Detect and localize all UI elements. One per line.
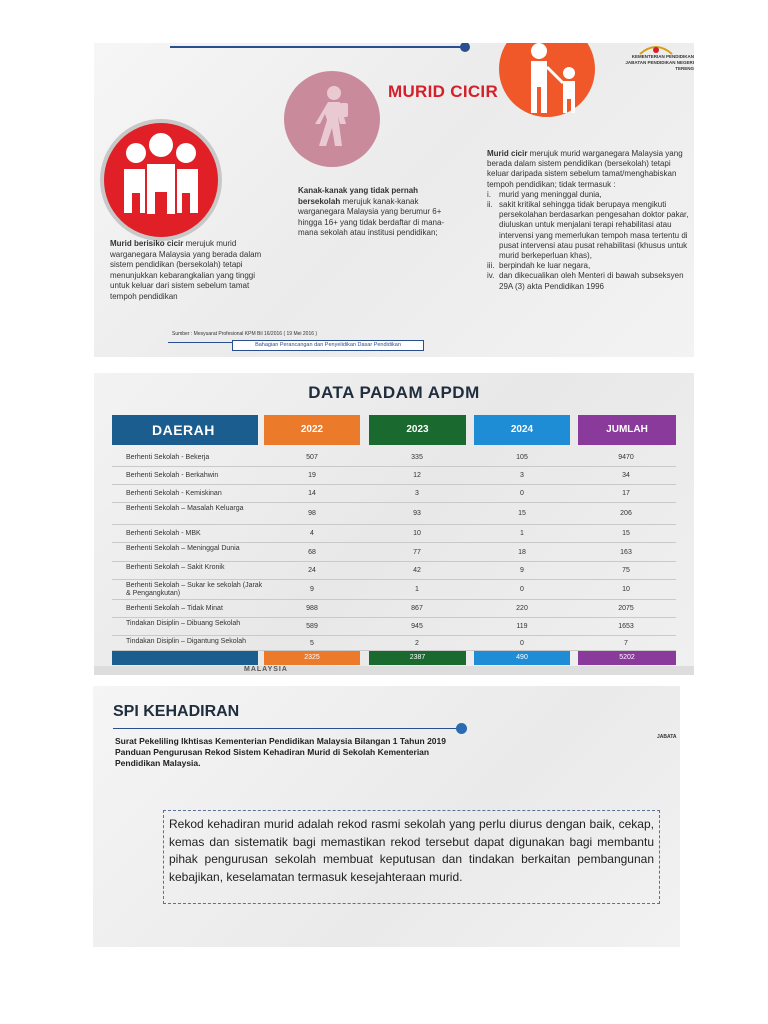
circular-reference: Surat Pekeliling Ikhtisas Kementerian Pendidikan Malaysia Bilangan 1 Tahun 2019 Panduan Pengurusan Rekod Sistem Kehadiran Murid di Sekolah Kementerian Pendidikan Malaysia. (115, 736, 446, 768)
cell-jumlah: 163 (620, 549, 632, 556)
row-label: Tindakan Disiplin – Digantung Sekolah (126, 638, 246, 645)
cicir-paragraph: Murid cicir merujuk murid warganegara Malaysia yang berada dalam sistem pendidikan (bersekolah) tetapi keluar daripada sistem sebelum tamat/menghabiskan tempoh pendidikan; tidak termasuk : i. murid yang meninggal dunia, ii. sakit kritikal sehingga tidak berupaya mengikuti persekolahan berdasarkan pengesahan doktor pakar, diuluskan untuk menjalani terapi rehabilitasi atau intervensi yang memerlukan tempoh masa tertentu di pusat intervensi atau pusat rehabilitasi (khusus untuk murid berkeperluan khas), iii. berpindah ke luar negara, iv. dan dikecualikan oleh Menteri di bawah subseksyen 29A (3) akta Pendidikan 1996 (487, 149, 692, 292)
ministry-name: KEMENTERIAN PENDIDIKAN JABATAN PENDIDIKAN NEGERI TERENG (625, 54, 694, 71)
cell-2022: 5 (310, 640, 314, 647)
table-row (112, 525, 676, 543)
list-item: iii. berpindah ke luar negara, (487, 261, 591, 271)
row-label: Berhenti Sekolah – Sakit Kronik (126, 564, 225, 571)
cell-2023: 12 (413, 472, 421, 479)
row-label: Berhenti Sekolah – Tidak Minat (126, 605, 223, 612)
cell-2023: 867 (411, 605, 423, 612)
cell-2022: 68 (308, 549, 316, 556)
kanak-paragraph: Kanak-kanak yang tidak pernah bersekolah merujuk kanak-kanak warganegara Malaysia yang berumur 6+ hingga 16+ yang tidak berdaftar di mana-mana sekolah atau institusi pendidikan; (298, 186, 445, 237)
table-row (112, 562, 676, 580)
slide-murid-cicir (94, 43, 694, 357)
cell-2023: 77 (413, 549, 421, 556)
cell-2024: 1 (520, 530, 524, 537)
table-row (112, 618, 676, 636)
walking-child-icon (284, 71, 380, 167)
slide-data-padam (94, 373, 694, 675)
cell-2024: 9 (520, 567, 524, 574)
table-row (112, 467, 676, 485)
slide-title: DATA PADAM APDM (308, 383, 480, 402)
quote-box: Rekod kehadiran murid adalah rekod rasmi sekolah yang perlu diurus dengan baik, cekap, kemas dan sistematik bagi memastikan rekod tersebut dapat digunakan bagi membantu pihak pengurusan sekolah membuat keputusan dan tindakan berkaitan pembangunan kebajikan, keselamatan termasuk kesejahteraan murid. (163, 810, 660, 904)
berisiko-paragraph: Murid berisiko cicir merujuk murid warganegara Malaysia yang berada dalam sistem pendidikan (bersekolah) tetapi menunjukkan kebarangkalian yang tinggi untuk keluar dari sistem sebelum tamat tempoh pendidikan (110, 239, 262, 301)
source-note: Sumber : Mesyuarat Profesional KPM Bil 16/2016 ( 19 Mei 2016 ) (172, 331, 318, 337)
group-people-icon (104, 123, 218, 237)
cell-2024: 3 (520, 472, 524, 479)
cell-2022: 507 (306, 454, 318, 461)
cell-2024: 105 (516, 454, 528, 461)
total-jumlah: 5202 (578, 651, 676, 665)
cell-2023: 335 (411, 454, 423, 461)
cell-2024: 15 (518, 510, 526, 517)
cell-2024: 0 (520, 490, 524, 497)
cell-2023: 3 (415, 490, 419, 497)
cell-2023: 1 (415, 586, 419, 593)
cell-2022: 98 (308, 510, 316, 517)
cell-2023: 945 (411, 623, 423, 630)
total-2023: 2387 (369, 651, 466, 665)
cell-2023: 10 (413, 530, 421, 537)
slide-title: MURID CICIR (388, 82, 499, 101)
cell-jumlah: 34 (622, 472, 630, 479)
table-row (112, 636, 676, 651)
row-label: Berhenti Sekolah – Meninggal Dunia (126, 545, 240, 552)
list-item: ii. sakit kritikal sehingga tidak berupaya mengikuti persekolahan berdasarkan pengesahan doktor pakar, diuluskan untuk menjalani terapi rehabilitasi atau intervensi yang memerlukan tempoh masa tertentu di pusat intervensi atau pusat rehabilitasi (khusus untuk murid berkeperluan khas), (487, 200, 689, 261)
cell-jumlah: 2075 (618, 605, 634, 612)
cell-jumlah: 10 (622, 586, 630, 593)
cell-2024: 0 (520, 586, 524, 593)
cell-2024: 119 (516, 623, 528, 630)
cell-jumlah: 7 (624, 640, 628, 647)
total-2024: 490 (474, 651, 570, 665)
slide-spi-kehadiran (93, 686, 680, 947)
cell-2024: 18 (518, 549, 526, 556)
cell-jumlah: 206 (620, 510, 632, 517)
row-label: Berhenti Sekolah - MBK (126, 530, 201, 537)
row-label: Berhenti Sekolah - Berkahwin (126, 472, 219, 479)
header-line (170, 46, 465, 48)
department-label: JABATA (657, 734, 677, 740)
ribbon-text: MALAYSIA (244, 666, 288, 673)
header-line (113, 728, 459, 729)
total-2022: 2325 (264, 651, 360, 665)
row-label: Tindakan Disiplin – Dibuang Sekolah (126, 620, 241, 627)
cell-2024: 0 (520, 640, 524, 647)
cell-2022: 988 (306, 605, 318, 612)
cell-jumlah: 9470 (618, 454, 634, 461)
list-item: i. murid yang meninggal dunia, (487, 189, 602, 199)
cell-jumlah: 15 (622, 530, 630, 537)
cell-2022: 4 (310, 530, 314, 537)
bottom-ribbon (94, 666, 694, 675)
table-row (112, 580, 676, 600)
cell-2022: 9 (310, 586, 314, 593)
row-label: Berhenti Sekolah - Kemiskinan (126, 490, 222, 497)
table-row (112, 449, 676, 467)
row-label: Berhenti Sekolah - Bekerja (126, 454, 210, 461)
table-row (112, 600, 676, 618)
total-label-cell (112, 651, 258, 665)
cell-2022: 589 (306, 623, 318, 630)
cell-jumlah: 75 (622, 567, 630, 574)
cell-2022: 19 (308, 472, 316, 479)
division-label: Bahagian Perancangan dan Penyelidikan Dasar Pendidikan (232, 340, 424, 351)
cell-2023: 93 (413, 510, 421, 517)
cell-2022: 24 (308, 567, 316, 574)
exclusion-list (487, 190, 692, 292)
cell-2024: 220 (516, 605, 528, 612)
header-jumlah: JUMLAH (578, 415, 676, 445)
table-row (112, 485, 676, 503)
cell-2023: 42 (413, 567, 421, 574)
cell-2022: 14 (308, 490, 316, 497)
header-daerah: DAERAH (112, 415, 258, 445)
header-2024: 2024 (474, 415, 570, 445)
cell-2023: 2 (415, 640, 419, 647)
parent-child-icon (499, 43, 595, 117)
table-row (112, 543, 676, 562)
table-row (112, 503, 676, 525)
row-label: Berhenti Sekolah – Masalah Keluarga (126, 505, 244, 512)
slide-title: SPI KEHADIRAN (113, 703, 240, 720)
header-dot (460, 43, 470, 52)
cell-jumlah: 17 (622, 490, 630, 497)
header-2022: 2022 (264, 415, 360, 445)
header-2023: 2023 (369, 415, 466, 445)
list-item: iv. dan dikecualikan oleh Menteri di bawah subseksyen 29A (3) akta Pendidikan 1996 (487, 271, 684, 291)
cell-jumlah: 1653 (618, 623, 634, 630)
row-label: Berhenti Sekolah – Sukar ke sekolah (Jarak & Pengangkutan) (126, 582, 263, 597)
header-dot (456, 723, 467, 734)
